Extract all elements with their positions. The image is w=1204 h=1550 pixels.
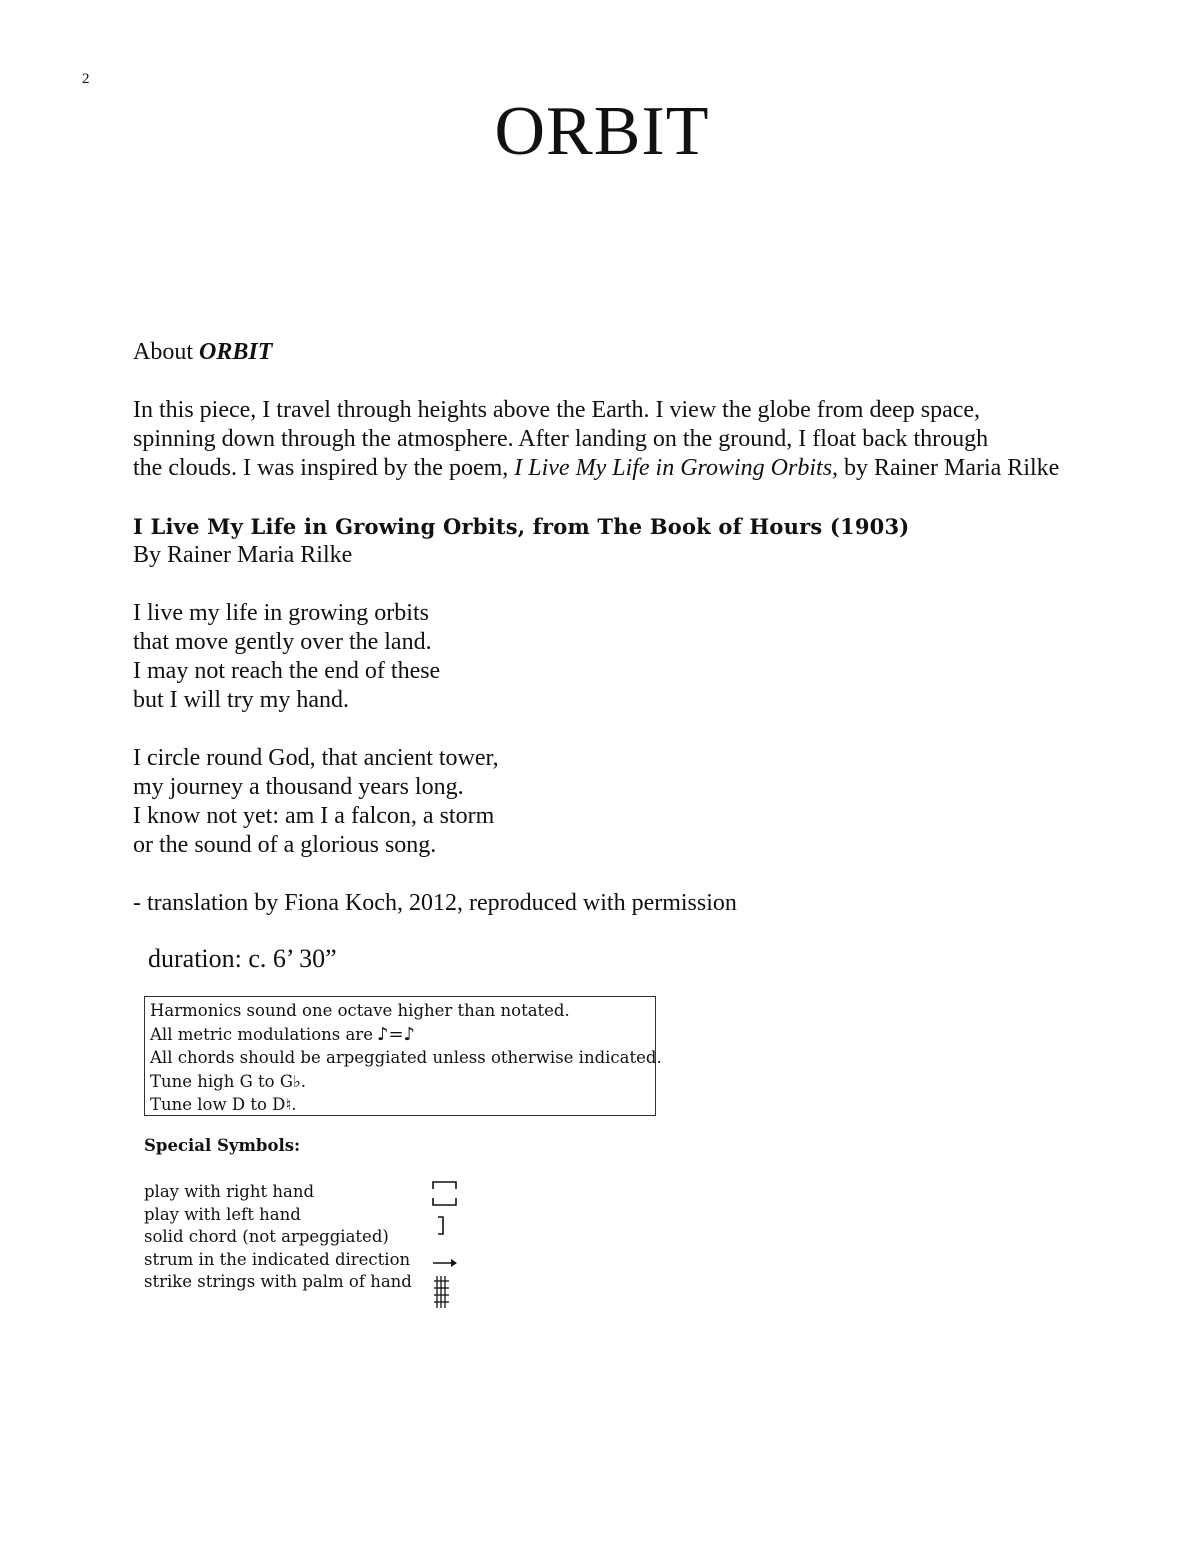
poem-line: but I will try my hand. [133, 687, 349, 713]
special-symbols-list [144, 1181, 412, 1294]
duration: duration: c. 6’ 30” [148, 944, 337, 973]
note-chords: All chords should be arpeggiated unless otherwise indicated. [150, 1048, 662, 1067]
about-heading-title: ORBIT [199, 339, 273, 365]
performance-notes-box [144, 996, 662, 1116]
note-tune-low: Tune low D to D♮. [150, 1095, 297, 1114]
about-line-3-end: by Rainer Maria Rilke [838, 455, 1060, 481]
palm-strike-icon [434, 1276, 449, 1308]
note-metric-label: All metric modulations are [150, 1024, 373, 1044]
poem-title-reference: I Live My Life in Growing Orbits, [514, 455, 839, 481]
special-symbols-heading: Special Symbols: [144, 1136, 301, 1155]
poem-line: I circle round God, that ancient tower, [133, 745, 499, 771]
symbol-label: play with right hand [144, 1182, 315, 1201]
note-harmonics: Harmonics sound one octave higher than notated. [150, 1001, 570, 1020]
translation-credit: - translation by Fiona Koch, 2012, reproduced with permission [133, 890, 737, 916]
poem-line: I know not yet: am I a falcon, a storm [133, 803, 495, 829]
poem-line: my journey a thousand years long. [133, 774, 464, 800]
note-metric-modulations [150, 1023, 655, 1047]
eighth-note-equation-icon: ♪=♪ [376, 1023, 416, 1045]
about-line-2: spinning down through the atmosphere. After landing on the ground, I float back through [133, 426, 989, 452]
about-line-1: In this piece, I travel through heights above the Earth. I view the globe from deep space, [133, 397, 981, 423]
special-symbol-icons [424, 1175, 464, 1315]
about-line-3-start: the clouds. I was inspired by the poem, [133, 455, 515, 481]
poem-byline: By Rainer Maria Rilke [133, 542, 353, 568]
poem-line: I live my life in growing orbits [133, 600, 429, 626]
about-heading [133, 338, 1113, 367]
about-line-3 [133, 454, 1113, 483]
bracket-open-bottom-icon [433, 1182, 456, 1189]
poem-stanza-1 [133, 599, 1113, 715]
right-bracket-icon [438, 1217, 443, 1234]
main-text [133, 338, 1113, 918]
symbol-label: solid chord (not arpeggiated) [144, 1227, 389, 1247]
symbol-icons-svg [424, 1175, 464, 1315]
symbol-label: play with left hand [144, 1204, 301, 1224]
poem-line: or the sound of a glorious song. [133, 832, 437, 858]
poem-line: I may not reach the end of these [133, 658, 441, 684]
poem-heading: I Live My Life in Growing Orbits, from The Book of Hours (1903) [133, 514, 910, 539]
right-arrow-icon [433, 1259, 457, 1267]
symbol-label: strum in the indicated direction [144, 1249, 411, 1269]
poem-stanza-2 [133, 744, 1113, 860]
bracket-open-top-icon [433, 1198, 456, 1205]
about-paragraph [133, 396, 1113, 483]
note-tune-high: Tune high G to G♭. [150, 1071, 307, 1091]
symbol-label: strike strings with palm of hand [144, 1272, 412, 1292]
about-heading-prefix: About [133, 339, 193, 365]
page-number: 2 [82, 71, 90, 87]
poem-line: that move gently over the land. [133, 629, 432, 655]
page-title: ORBIT [494, 93, 710, 170]
